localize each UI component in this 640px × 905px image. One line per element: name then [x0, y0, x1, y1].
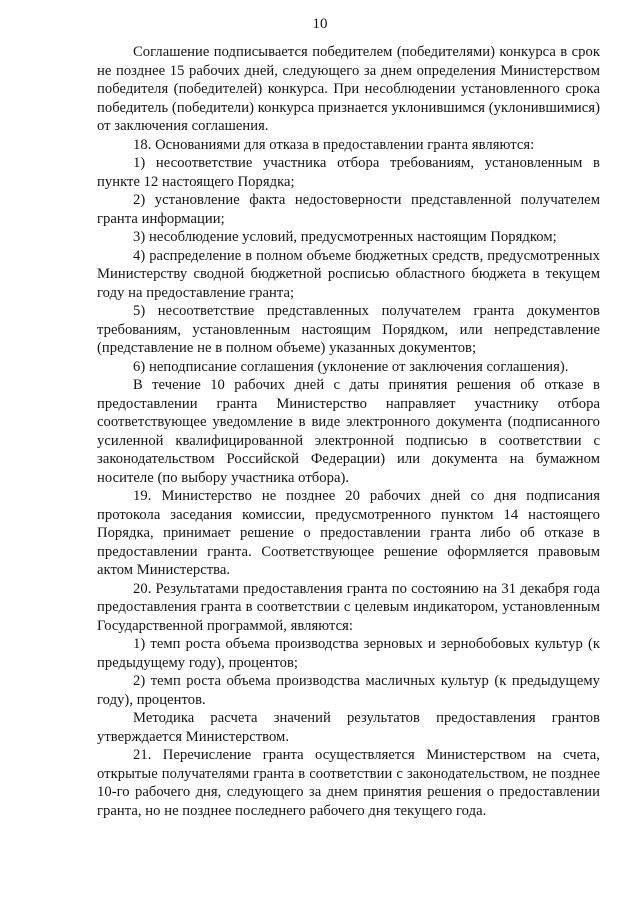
list-item-18-1: 1) несоответствие участника отбора требованиям, установленным в пункте 12 настоящего Порядка; — [97, 155, 600, 190]
paragraph-refusal-notice: В течение 10 рабочих дней с даты принятия решения об отказе в предоставлении гранта Министерство направляет участнику отбора соответствующее уведомление в виде электронного документа (подписанного усиленной квалифицированной электронной подписью в соответствии с законодательством Российской Федерации) или документа на бумажном носителе (по выбору участника отбора). — [97, 377, 600, 486]
document-body — [97, 43, 600, 820]
list-item-20-2: 2) темп роста объема производства масличных культур (к предыдущему году), процентов. — [97, 673, 600, 708]
list-item-18-4: 4) распределение в полном объеме бюджетных средств, предусмотренных Министерству сводной бюджетной росписью областного бюджета в текущем году на предоставление гранта; — [97, 247, 600, 301]
paragraph-21-transfer: 21. Перечисление гранта осуществляется Министерством на счета, открытые получателями гранта в соответствии с законодательством, не позднее 10-го рабочего дня, следующего за днем принятия решения о предоставлении гранта, но не позднее последнего рабочего дня текущего года. — [97, 747, 600, 819]
paragraph-19-decision: 19. Министерство не позднее 20 рабочих дней со дня подписания протокола заседания комиссии, предусмотренного пунктом 14 настоящего Порядка, принимает решение о предоставлении гранта либо об отказе в предоставлении гранта. Соответствующее решение оформляется правовым актом Министерства. — [97, 488, 600, 578]
list-item-18-2: 2) установление факта недостоверности представленной получателем гранта информации; — [97, 192, 600, 227]
list-item-18-3: 3) несоблюдение условий, предусмотренных настоящим Порядком; — [133, 229, 557, 245]
list-item-20-1: 1) темп роста объема производства зерновых и зернобобовых культур (к предыдущему году), процентов; — [97, 636, 600, 671]
list-item-18-5: 5) несоответствие представленных получателем гранта документов требованиям, установленным настоящим Порядком, или непредставление (представление не в полном объеме) указанных документов; — [97, 303, 600, 356]
paragraph-methodology: Методика расчета значений результатов предоставления грантов утверждается Министерством. — [97, 710, 600, 745]
paragraph-18-refusal-grounds: 18. Основаниями для отказа в предоставлении гранта являются: — [133, 136, 535, 153]
paragraph-20-results: 20. Результатами предоставления гранта по состоянию на 31 декабря года предоставления гранта в соответствии с целевым индикатором, установленным Государственной программой, являются: — [97, 580, 600, 634]
paragraph-agreement-signing: Соглашение подписывается победителем (победителями) конкурса в срок не позднее 15 рабочих дней, следующего за днем определения Министерством победителя (победителей) конкурса. При несоблюдении установленного срока победитель (победители) конкурса признается уклонившимся (уклонившимися) от заключения соглашения. — [97, 44, 600, 134]
page-number: 10 — [312, 16, 328, 32]
list-item-18-6: 6) неподписание соглашения (уклонение от заключения соглашения). — [133, 358, 569, 375]
